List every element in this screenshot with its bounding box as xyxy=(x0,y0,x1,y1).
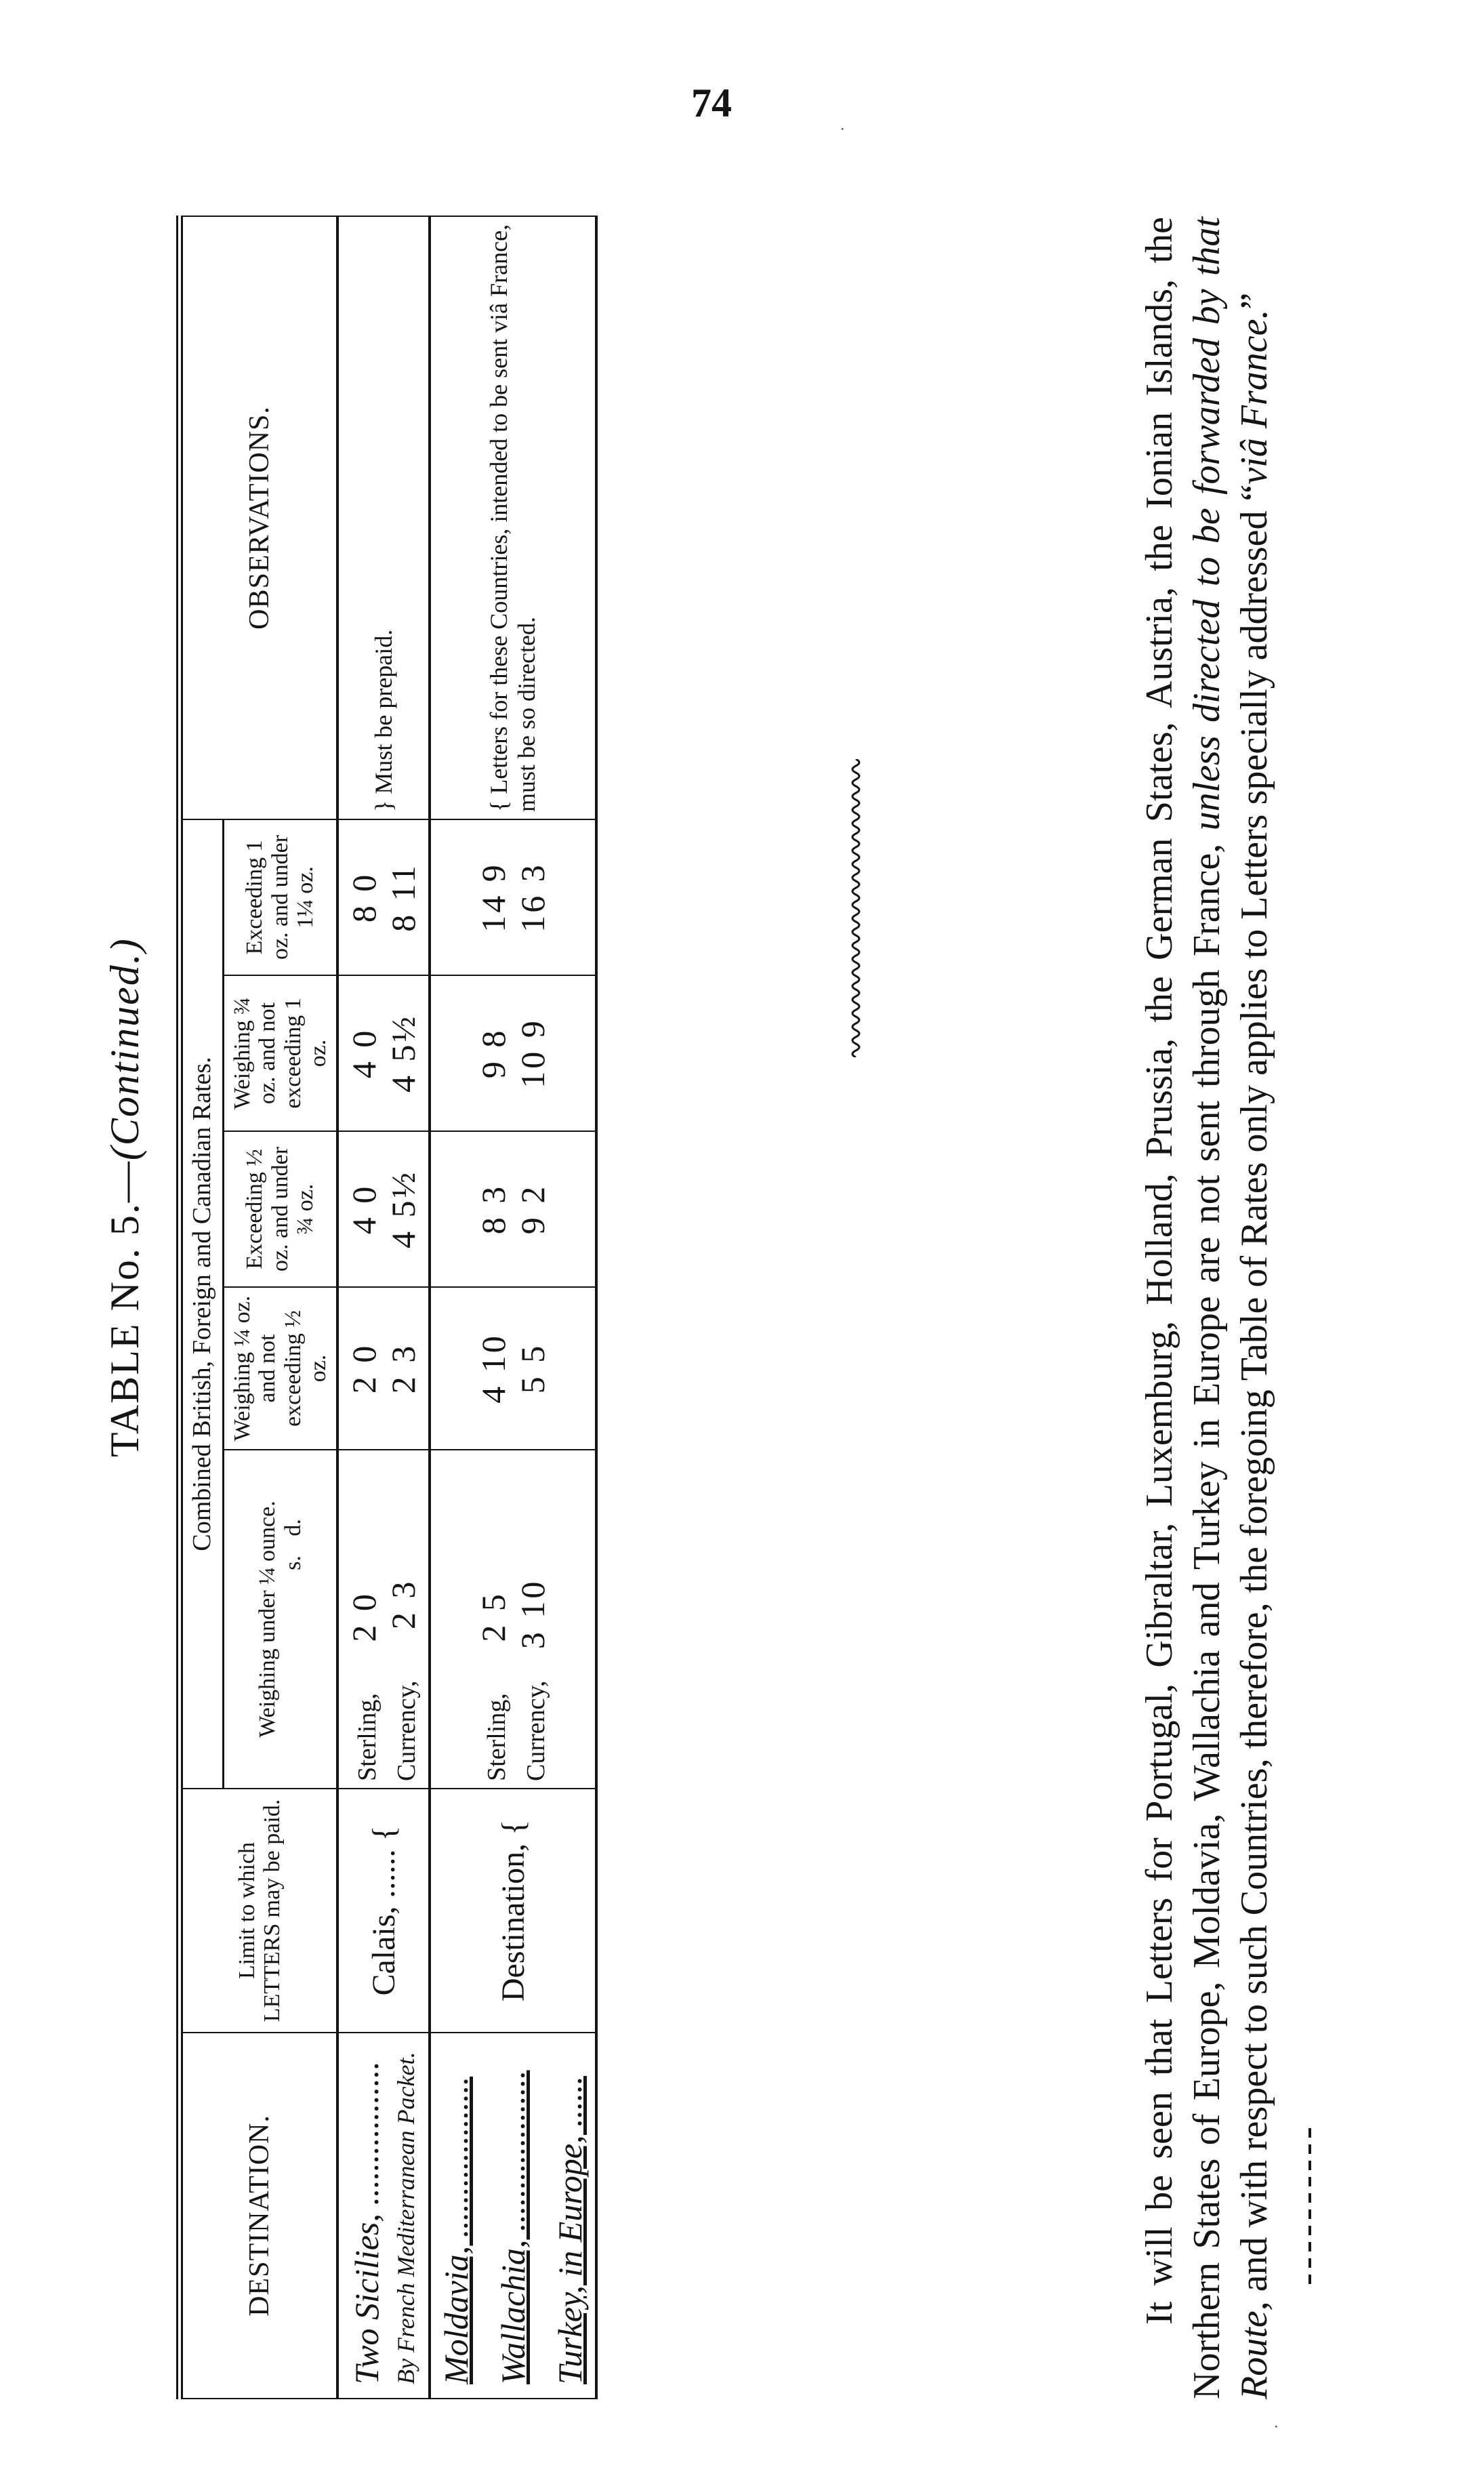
table-title-main: TABLE No. 5.— xyxy=(102,1160,147,1457)
destination-cell xyxy=(430,2033,596,2399)
observation-cell: } Must be prepaid. xyxy=(337,216,430,819)
sterling-value: 4 10 xyxy=(474,1333,513,1404)
rate-cell xyxy=(430,819,596,975)
currency-value: 10 9 xyxy=(514,1018,552,1088)
footnote-part1: It will be seen that Letters for Portugal, Gibraltar, Luxemburg, Holland, Prussia, the German States, Austria, the Ionian Islands, the Northern States of Europe, Moldavia, Wallachia and Turkey in Europe are not sent through France, xyxy=(1138,217,1228,2399)
sterling-value: 14 9 xyxy=(474,862,513,933)
currency-value: 16 3 xyxy=(514,862,552,933)
destination-name: Wallachia, ................... xyxy=(494,2070,533,2384)
under-quarter-cell xyxy=(430,1450,596,1789)
weight-quarter-half-header: Weighing ¼ oz. and not exceeding ½ oz. xyxy=(223,1287,337,1450)
currency-value: 3 10 xyxy=(514,1578,552,1650)
currency-value: 5 5 xyxy=(514,1343,552,1394)
weight-under-quarter-label: Weighing under ¼ ounce. xyxy=(255,1501,281,1738)
currency-label: Currency, xyxy=(392,1680,421,1781)
sterling-value: 2 0 xyxy=(345,1343,384,1394)
rotated-page-content xyxy=(102,217,1389,2399)
sterling-value: 4 0 xyxy=(345,1027,384,1079)
limit-text: Calais, ...... xyxy=(365,1849,402,1996)
rate-cell xyxy=(430,1131,596,1287)
sterling-value: 2 0 xyxy=(345,1591,384,1642)
sterling-line xyxy=(344,1457,384,1781)
currency-line xyxy=(513,1457,552,1781)
page-number: 74 xyxy=(691,81,732,125)
currency-value: 8 11 xyxy=(384,863,423,932)
destination-header: DESTINATION. xyxy=(180,2033,337,2399)
sterling-value: 8 3 xyxy=(474,1183,513,1235)
rate-cell xyxy=(337,1287,430,1450)
observation-cell: { Letters for these Countries, intended to be sent viâ France, must be so directed. xyxy=(430,216,596,819)
sterling-value: 2 5 xyxy=(474,1591,513,1642)
printing-speck: · xyxy=(840,122,845,137)
rate-cell xyxy=(430,1287,596,1450)
sterling-label: Sterling, xyxy=(353,1693,382,1781)
sterling-label: Sterling, xyxy=(482,1693,512,1781)
currency-line xyxy=(384,1457,423,1781)
printing-speck: · xyxy=(1274,2420,1279,2434)
currency-value: 4 5½ xyxy=(384,1014,423,1093)
currency-label: Currency, xyxy=(522,1680,551,1781)
exceed-one-header: Exceeding 1 oz. and under 1¼ oz. xyxy=(223,819,337,975)
limit-header: Limit to which LETTERS may be paid. xyxy=(180,1789,337,2033)
table-title xyxy=(102,937,148,1457)
limit-cell: Calais, ...... { xyxy=(337,1789,430,2033)
table-row xyxy=(337,216,430,2399)
destination-cell xyxy=(337,2033,430,2399)
footnote-italic1: unless directed to be forwarded by that Route, xyxy=(1186,217,1275,2399)
footnote-paragraph xyxy=(1136,217,1278,2399)
limit-text: Destination, xyxy=(495,1843,531,2002)
rate-cell xyxy=(337,1131,430,1287)
rate-cell xyxy=(337,819,430,975)
sterling-value: 8 0 xyxy=(345,872,384,923)
currency-value: 2 3 xyxy=(384,1343,423,1394)
destination-note: By French Mediterranean Packet. xyxy=(392,2052,420,2384)
shillings-label: s. xyxy=(280,1555,306,1570)
destination-name: Two Sicilies, ................. xyxy=(348,2061,386,2384)
observations-header: OBSERVATIONS. xyxy=(180,216,337,819)
table-row xyxy=(430,216,596,2399)
rate-cell xyxy=(430,975,596,1131)
observation-text: Must be prepaid. xyxy=(369,629,397,794)
sterling-line xyxy=(474,1457,513,1781)
limit-cell: Destination, { xyxy=(430,1789,596,2033)
weight-under-quarter-header xyxy=(223,1450,337,1789)
destination-name: Turkey, in Europe, ...... xyxy=(551,2075,590,2384)
footnote-italic2: viâ France. xyxy=(1233,309,1275,485)
footnote-part3: ” xyxy=(1233,292,1275,310)
destination-name: Moldavia, ................... xyxy=(437,2076,476,2384)
sterling-value: 4 0 xyxy=(345,1183,384,1235)
currency-value: 4 5½ xyxy=(384,1170,423,1248)
footnote-part2: and with respect to such Countries, therefore, the foregoing Table of Rates only applies to Letters specially addressed “ xyxy=(1233,484,1275,2302)
rate-cell xyxy=(337,975,430,1131)
decorative-dashed-rule xyxy=(1308,2121,1312,2284)
decorative-wavy-rule xyxy=(847,759,865,1057)
combined-rates-header: Combined British, Foreign and Canadian Rates. xyxy=(180,819,223,1789)
weight-three-quarter-header: Weighing ¾ oz. and not exceeding 1 oz. xyxy=(223,975,337,1131)
pence-label: d. xyxy=(280,1519,306,1536)
exceed-half-header: Exceeding ½ oz. and under ¾ oz. xyxy=(223,1131,337,1287)
rates-table-wrapper xyxy=(176,217,598,2399)
table-title-continued: (Continued.) xyxy=(102,937,147,1161)
observation-text: Letters for these Countries, intended to be sent viâ France, must be so directed. xyxy=(485,224,541,812)
under-quarter-cell xyxy=(337,1450,430,1789)
rates-table xyxy=(176,216,598,2399)
currency-value: 2 3 xyxy=(384,1578,423,1630)
currency-value: 9 2 xyxy=(514,1183,552,1235)
sterling-value: 9 8 xyxy=(474,1027,513,1079)
